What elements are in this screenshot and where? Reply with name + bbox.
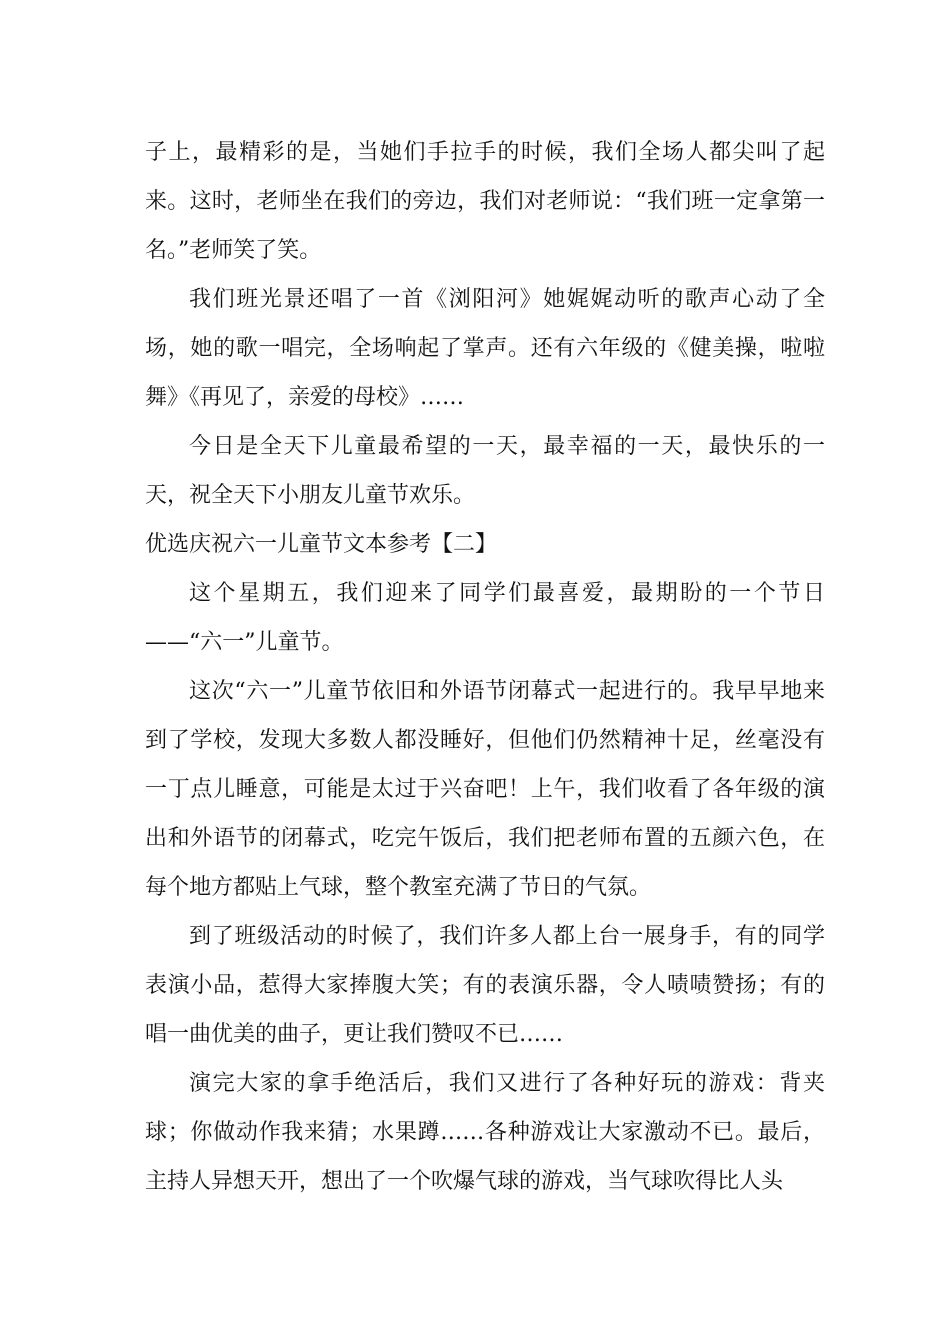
paragraph-friday: 这个星期五，我们迎来了同学们最喜爱，最期盼的一个节日——“六一”儿童节。 [145,581,825,655]
paragraph-games: 演完大家的拿手绝活后，我们又进行了各种好玩的游戏：背夹球；你做动作我来猜；水果蹲……各种游戏让大家激动不已。最后，主持人异想天开，想出了一个吹爆气球的游戏，当气球吹得比人头 [145,1071,825,1194]
section-heading: 优选庆祝六一儿童节文本参考【二】 [145,532,498,557]
paragraph-continuation: 子上，最精彩的是，当她们手拉手的时候，我们全场人都尖叫了起来。这时，老师坐在我们的旁边，我们对老师说：“我们班一定拿第一名。”老师笑了笑。 [145,140,825,263]
document-body [145,128,825,1206]
paragraph-wishes: 今日是全天下儿童最希望的一天，最幸福的一天，最快乐的一天，祝全天下小朋友儿童节欢乐。 [145,434,825,508]
paragraph-school-morning: 这次“六一”儿童节依旧和外语节闭幕式一起进行的。我早早地来到了学校，发现大多数人都没睡好，但他们仍然精神十足，丝毫没有一丁点儿睡意，可能是太过于兴奋吧！上午，我们收看了各年级的演出和外语节的闭幕式，吃完午饭后，我们把老师布置的五颜六色，在每个地方都贴上气球，整个教室充满了节日的气氛。 [145,679,825,900]
paragraph-singing: 我们班光景还唱了一首《浏阳河》她娓娓动听的歌声心动了全场，她的歌一唱完，全场响起了掌声。还有六年级的《健美操，啦啦舞》《再见了，亲爱的母校》…… [145,287,825,410]
paragraph-class-activity: 到了班级活动的时候了，我们许多人都上台一展身手，有的同学表演小品，惹得大家捧腹大笑；有的表演乐器，令人啧啧赞扬；有的唱一曲优美的曲子，更让我们赞叹不已…… [145,924,825,1047]
